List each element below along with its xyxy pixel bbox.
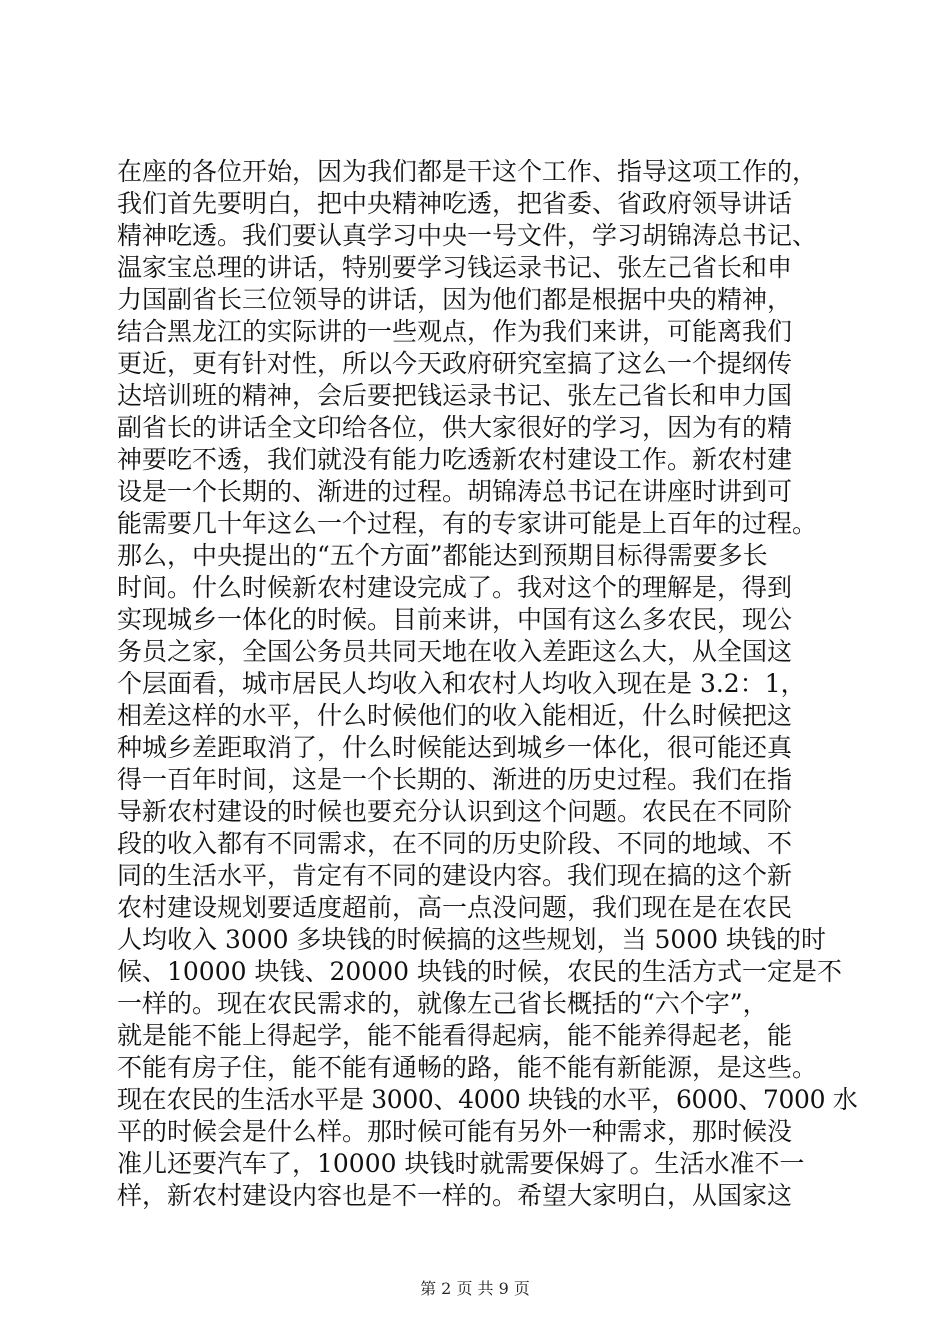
text-line: 不能有房子住，能不能有通畅的路，能不能有新能源，是这些。 (117, 1053, 818, 1082)
text-line: 时间。什么时候新农村建设完成了。我对这个的理解是，得到 (117, 573, 793, 602)
text-line: 候、10000 块钱、20000 块钱的时候，农民的生活方式一定是不 (117, 957, 842, 986)
text-line: 务员之家，全国公务员共同天地在收入差距这么大，从全国这 (117, 637, 793, 666)
page-number-label: 第 2 页 共 9 页 (420, 1279, 530, 1298)
body-text (117, 156, 857, 1212)
text-line: 实现城乡一体化的时候。目前来讲，中国有这么多农民，现公 (117, 605, 793, 634)
text-line: 就是能不能上得起学，能不能看得起病，能不能养得起老，能 (117, 1021, 793, 1050)
text-line: 农村建设规划要适度超前，高一点没问题，我们现在是在农民 (117, 893, 793, 922)
text-line: 精神吃透。我们要认真学习中央一号文件，学习胡锦涛总书记、 (117, 221, 818, 250)
text-line: 得一百年时间，这是一个长期的、渐进的历史过程。我们在指 (117, 765, 793, 794)
text-line: 我们首先要明白，把中央精神吃透，把省委、省政府领导讲话 (117, 189, 793, 218)
text-line: 达培训班的精神，会后要把钱运录书记、张左己省长和申力国 (117, 381, 793, 410)
text-line: 平的时候会是什么样。那时候可能有另外一种需求，那时候没 (117, 1117, 793, 1146)
text-line: 相差这样的水平，什么时候他们的收入能相近，什么时候把这 (117, 701, 793, 730)
text-line: 更近，更有针对性，所以今天政府研究室搞了这么一个提纲传 (117, 349, 793, 378)
text-line: 段的收入都有不同需求，在不同的历史阶段、不同的地域、不 (117, 829, 793, 858)
text-line: 同的生活水平，肯定有不同的建设内容。我们现在搞的这个新 (117, 861, 793, 890)
text-line: 结合黑龙江的实际讲的一些观点，作为我们来讲，可能离我们 (117, 317, 793, 346)
text-line: 准儿还要汽车了，10000 块钱时就需要保姆了。生活水准不一 (117, 1149, 805, 1178)
text-line: 力国副省长三位领导的讲话，因为他们都是根据中央的精神， (117, 285, 793, 314)
text-line: 现在农民的生活水平是 3000、4000 块钱的水平，6000、7000 水 (117, 1085, 858, 1114)
text-line: 温家宝总理的讲话，特别要学习钱运录书记、张左己省长和申 (117, 253, 793, 282)
text-line: 导新农村建设的时候也要充分认识到这个问题。农民在不同阶 (117, 797, 793, 826)
text-line: 人均收入 3000 多块钱的时候搞的这些规划，当 5000 块钱的时 (117, 925, 827, 954)
text-line: 设是一个长期的、渐进的过程。胡锦涛总书记在讲座时讲到可 (117, 477, 793, 506)
text-line: 个层面看，城市居民人均收入和农村人均收入现在是 3.2：1， (117, 669, 806, 698)
page-footer (0, 1276, 950, 1299)
text-line: 副省长的讲话全文印给各位，供大家很好的学习，因为有的精 (117, 413, 793, 442)
text-line: 那么，中央提出的“五个方面”都能达到预期目标得需要多长 (117, 541, 768, 570)
text-line: 能需要几十年这么一个过程，有的专家讲可能是上百年的过程。 (117, 509, 818, 538)
text-line: 种城乡差距取消了，什么时候能达到城乡一体化，很可能还真 (117, 733, 793, 762)
text-line: 样，新农村建设内容也是不一样的。希望大家明白，从国家这 (117, 1181, 793, 1210)
text-line: 一样的。现在农民需求的，就像左己省长概括的“六个字”， (117, 989, 768, 1018)
text-line: 在座的各位开始，因为我们都是干这个工作、指导这项工作的， (117, 157, 818, 186)
text-line: 神要吃不透，我们就没有能力吃透新农村建设工作。新农村建 (117, 445, 793, 474)
